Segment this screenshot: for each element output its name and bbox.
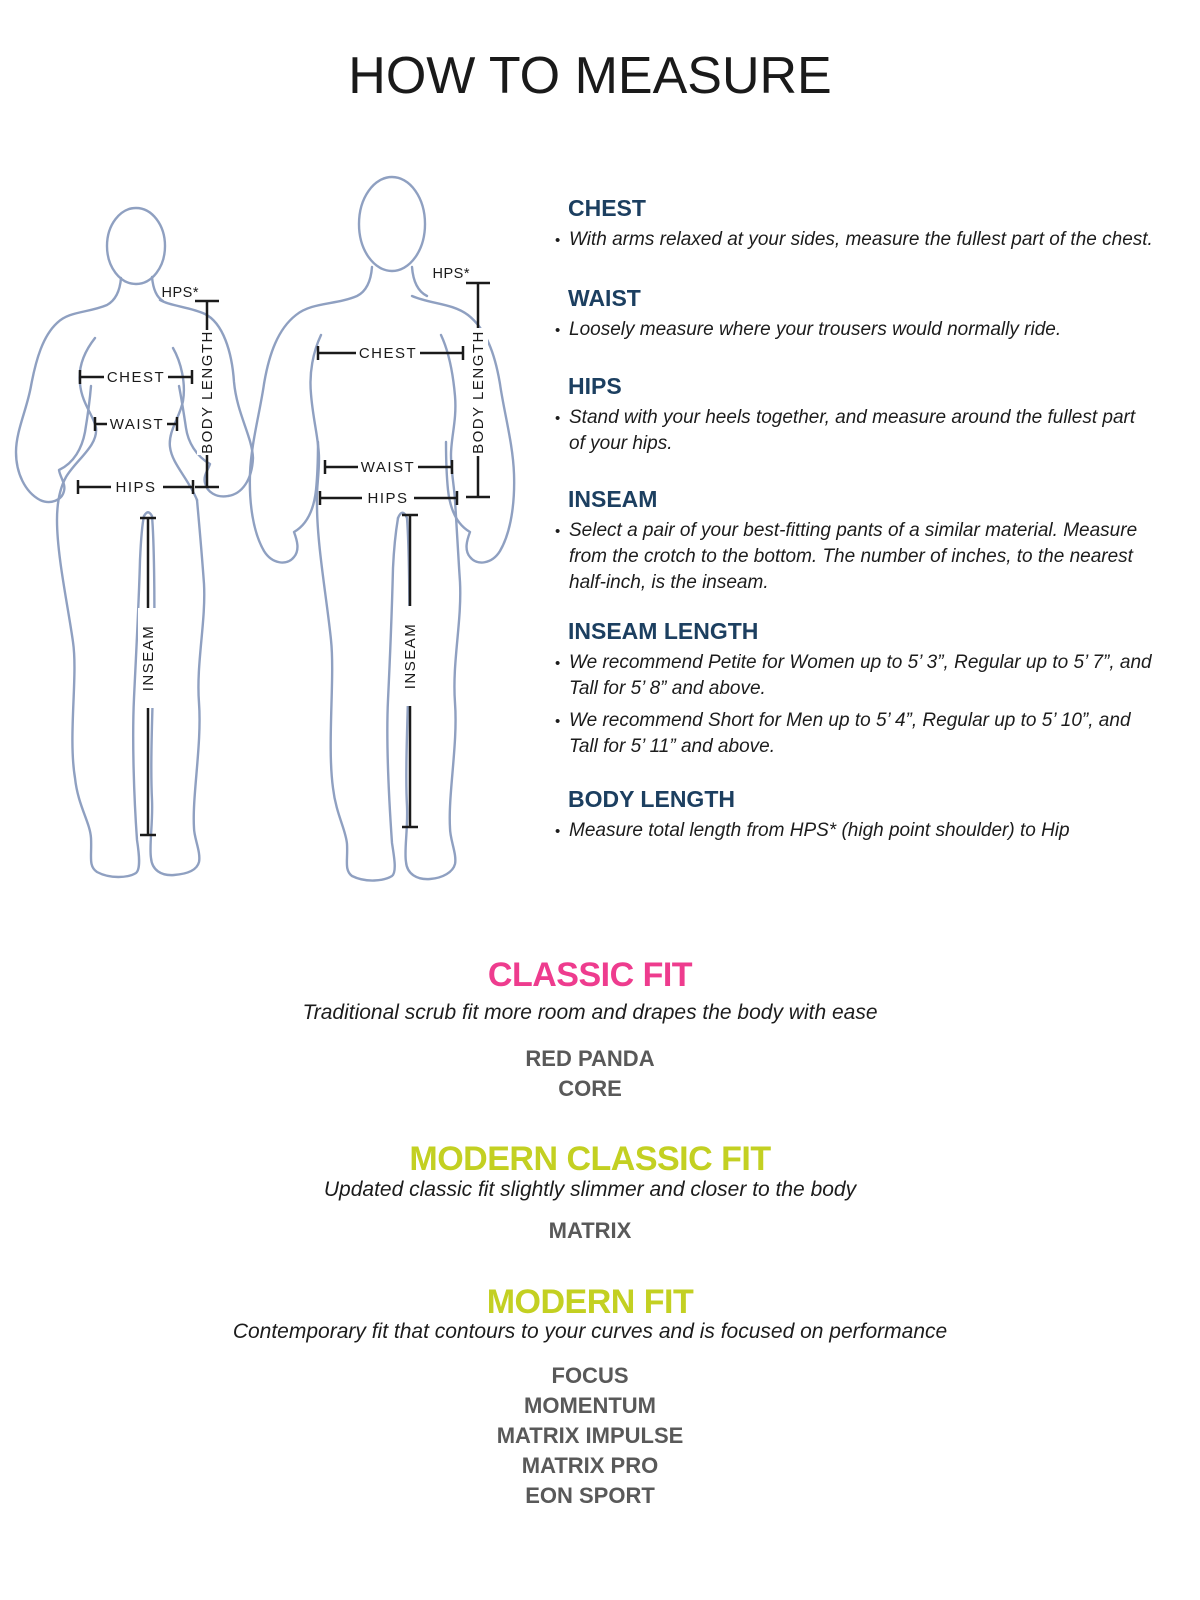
instruction-hips <box>555 373 1155 457</box>
classic-fit-heading: CLASSIC FIT <box>487 956 693 994</box>
female-hps-label: HPS* <box>161 285 199 301</box>
instruction-body-length <box>555 786 1155 844</box>
instruction-inseam-length <box>555 618 1155 760</box>
instruction-heading: INSEAM LENGTH <box>568 618 759 644</box>
modern-classic-fit-heading: MODERN CLASSIC FIT <box>409 1140 771 1178</box>
instruction-waist <box>555 285 1155 343</box>
male-waist-label: WAIST <box>360 459 416 476</box>
instruction-bullet: • Loosely measure where your trousers would normally ride. <box>555 317 1155 343</box>
instruction-chest <box>555 195 1155 253</box>
male-hips-label: HIPS <box>367 490 409 507</box>
male-inseam-label: INSEAM <box>402 622 419 690</box>
male-hps-label: HPS* <box>432 266 470 282</box>
brand-item: RED PANDA <box>525 1046 655 1071</box>
instruction-bullet: • We recommend Petite for Women up to 5’ 3”, Regular up to 5’ 7”, and Tall for 5’ 8” and above. <box>555 650 1155 702</box>
instruction-heading: CHEST <box>568 195 646 221</box>
brand-item: EON SPORT <box>525 1483 655 1508</box>
instruction-bullet: • Select a pair of your best-fitting pants of a similar material. Measure from the crotch to the bottom. The number of inches, to the nearest half-inch, is the inseam. <box>555 518 1155 596</box>
modern-classic-fit-description: Updated classic fit slightly slimmer and closer to the body <box>323 1178 857 1201</box>
brand-item: MOMENTUM <box>524 1393 656 1418</box>
female-waist-label: WAIST <box>109 416 165 433</box>
measurement-figures-diagram <box>0 150 540 910</box>
female-chest-label: CHEST <box>106 369 166 386</box>
classic-fit-description: Traditional scrub fit more room and drapes the body with ease <box>302 1001 878 1024</box>
brand-item: MATRIX <box>548 1218 632 1243</box>
brand-item: MATRIX PRO <box>521 1453 659 1478</box>
brand-item: MATRIX IMPULSE <box>496 1423 684 1448</box>
modern-classic-fit-brands <box>0 1216 1180 1246</box>
male-chest-label: CHEST <box>358 345 418 362</box>
female-inseam-label: INSEAM <box>140 624 157 692</box>
brand-item: CORE <box>558 1076 622 1101</box>
instruction-bullet: • Measure total length from HPS* (high point shoulder) to Hip <box>555 818 1155 844</box>
female-figure-outline <box>16 208 253 877</box>
instruction-bullet: • We recommend Short for Men up to 5’ 4”, Regular up to 5’ 10”, and Tall for 5’ 11” and above. <box>555 708 1155 760</box>
male-body-length-label: BODY LENGTH <box>470 330 487 454</box>
classic-fit-brands <box>0 1044 1180 1104</box>
instruction-heading: INSEAM <box>568 486 658 512</box>
modern-fit-heading: MODERN FIT <box>486 1283 694 1321</box>
instruction-heading: BODY LENGTH <box>568 786 735 812</box>
instruction-heading: HIPS <box>568 373 622 399</box>
instruction-inseam <box>555 486 1155 596</box>
instruction-heading: WAIST <box>568 285 641 311</box>
male-measurements <box>318 266 490 827</box>
instruction-bullet: • Stand with your heels together, and measure around the fullest part of your hips. <box>555 405 1155 457</box>
modern-fit-brands <box>0 1361 1180 1511</box>
modern-fit-description: Contemporary fit that contours to your curves and is focused on performance <box>232 1320 948 1343</box>
female-hips-label: HIPS <box>115 479 157 496</box>
page-title: HOW TO MEASURE <box>348 47 832 105</box>
instruction-bullet: • With arms relaxed at your sides, measure the fullest part of the chest. <box>555 227 1155 253</box>
female-body-length-label: BODY LENGTH <box>199 330 216 454</box>
brand-item: FOCUS <box>551 1363 629 1388</box>
